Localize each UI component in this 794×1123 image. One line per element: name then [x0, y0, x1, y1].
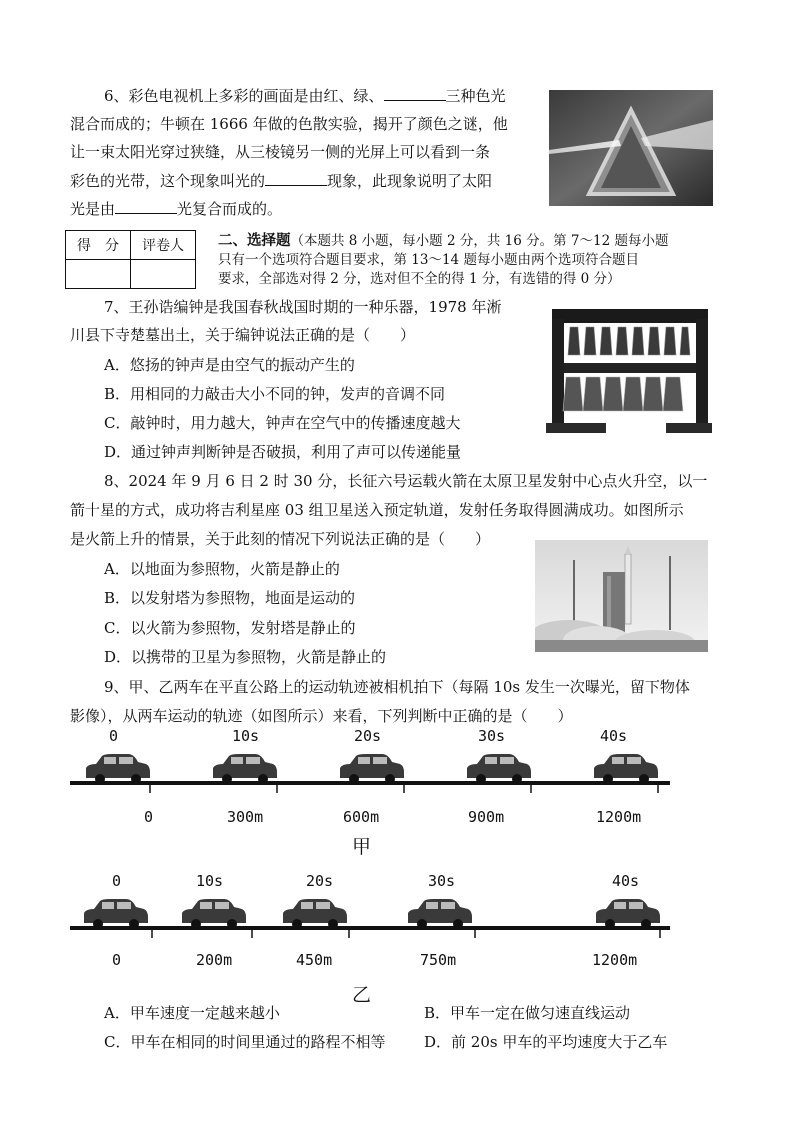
rocket-photo — [535, 540, 708, 652]
jia-track — [70, 748, 670, 798]
q7-line1: 7、王孙诰编钟是我国春秋战国时期的一种乐器，1978 年淅 — [104, 298, 502, 316]
yi-ticks — [152, 930, 660, 938]
yi-time-20s: 20s — [306, 872, 334, 890]
q8-line2: 箭十星的方式，成功将吉利星座 03 组卫星送入预定轨道，发射任务取得圆满成功。如图所示 — [70, 501, 684, 519]
car-icon — [84, 899, 148, 929]
score-header: 得 分 — [66, 231, 131, 260]
car-icon — [213, 754, 277, 784]
jia-time-10s: 10s — [232, 727, 260, 745]
car-icon — [86, 754, 150, 784]
yi-label: 乙 — [352, 984, 372, 1006]
q8-option-c[interactable]: C．以火箭为参照物，发射塔是静止的 — [104, 619, 356, 637]
q6-blank-3[interactable] — [115, 199, 177, 214]
q6-text: 彩色的光带，这个现象叫光的 — [70, 172, 266, 190]
jia-dist-600: 600m — [343, 808, 380, 826]
yi-road — [70, 926, 670, 930]
q6-text: 现象，此现象说明了太阳 — [327, 172, 493, 190]
q7-option-d[interactable]: D．通过钟声判断钟是否破损，利用了声可以传递能量 — [104, 443, 462, 461]
car-icon — [467, 754, 531, 784]
q6-line3: 让一束太阳光穿过狭缝，从三棱镜另一侧的光屏上可以看到一条 — [70, 143, 491, 161]
section2-line3: 要求，全部选对得 2 分，选对但不全的得 1 分，有选错的得 0 分） — [218, 271, 621, 287]
q9-line2: 影像），从两车运动的轨迹（如图所示）来看，下列判断中正确的是（ ） — [70, 707, 573, 725]
q9-line1: 9、甲、乙两车在平直公路上的运动轨迹被相机拍下（每隔 10s 发生一次曝光，留下物体 — [104, 678, 690, 696]
q6-text: 光复合而成的。 — [177, 200, 283, 218]
yi-time-40s: 40s — [612, 872, 640, 890]
q6-text: 三种色光 — [445, 87, 506, 105]
yi-dist-200: 200m — [196, 951, 233, 969]
jia-time-40s: 40s — [600, 727, 628, 745]
jia-dist-0: 0 — [144, 808, 154, 826]
car-icon — [182, 899, 246, 929]
yi-dist-1200: 1200m — [592, 951, 638, 969]
section2-title: 二、选择题 — [218, 233, 291, 249]
bells-photo — [546, 305, 712, 437]
q9-option-d[interactable]: D．前 20s 甲车的平均速度大于乙车 — [424, 1033, 668, 1051]
section2-desc: （本题共 8 小题，每小题 2 分，共 16 分。第 7～12 题每小题 — [290, 233, 669, 249]
yi-cars — [84, 899, 660, 929]
jia-road — [70, 781, 670, 785]
q8-line1: 8、2024 年 9 月 6 日 2 时 30 分，长征六号运载火箭在太原卫星发射中心点火升空，以一 — [104, 472, 708, 490]
yi-time-0: 0 — [112, 872, 122, 890]
q9-option-a[interactable]: A．甲车速度一定越来越小 — [104, 1004, 280, 1022]
q6-line4 — [70, 171, 492, 191]
score-table — [65, 230, 196, 289]
yi-time-30s: 30s — [428, 872, 456, 890]
section2-line2: 只有一个选项符合题目要求，第 13～14 题每小题由两个选项符合题目 — [218, 252, 639, 268]
car-icon — [596, 899, 660, 929]
jia-time-20s: 20s — [354, 727, 382, 745]
q6-text: 6、彩色电视机上多彩的画面是由红、绿、 — [104, 87, 384, 105]
q6-line2: 混合而成的；牛顿在 1666 年做的色散实验，揭开了颜色之谜，他 — [70, 115, 508, 133]
q6-blank-1[interactable] — [384, 86, 446, 101]
q8-option-a[interactable]: A．以地面为参照物，火箭是静止的 — [104, 560, 340, 578]
q8-option-d[interactable]: D．以携带的卫星为参照物，火箭是静止的 — [104, 648, 387, 666]
jia-dist-900: 900m — [468, 808, 505, 826]
jia-dist-1200: 1200m — [596, 808, 642, 826]
prism-photo — [549, 90, 713, 206]
jia-time-0: 0 — [109, 727, 119, 745]
yi-time-10s: 10s — [196, 872, 224, 890]
car-icon — [408, 899, 472, 929]
car-icon — [340, 754, 404, 784]
q7-option-a[interactable]: A．悠扬的钟声是由空气的振动产生的 — [104, 356, 355, 374]
yi-track — [70, 893, 670, 943]
grader-cell[interactable] — [131, 260, 196, 289]
yi-dist-750: 750m — [420, 951, 457, 969]
jia-time-30s: 30s — [478, 727, 506, 745]
jia-dist-300: 300m — [227, 808, 264, 826]
yi-dist-0: 0 — [112, 951, 122, 969]
q6-line1 — [104, 86, 506, 106]
q7-option-b[interactable]: B．用相同的力敲击大小不同的钟，发声的音调不同 — [104, 385, 446, 403]
jia-ticks — [150, 785, 658, 793]
q6-text: 光是由 — [70, 200, 116, 218]
car-icon — [283, 899, 347, 929]
q7-line2: 川县下寺楚墓出土，关于编钟说法正确的是（ ） — [70, 326, 416, 344]
score-cell[interactable] — [66, 260, 131, 289]
q7-option-c[interactable]: C．敲钟时，用力越大，钟声在空气中的传播速度越大 — [104, 414, 461, 432]
yi-dist-450: 450m — [296, 951, 333, 969]
car-icon — [594, 754, 658, 784]
jia-label: 甲 — [352, 836, 372, 858]
q6-blank-2[interactable] — [265, 171, 327, 186]
q9-option-b[interactable]: B．甲车一定在做匀速直线运动 — [424, 1004, 631, 1022]
q8-option-b[interactable]: B．以发射塔为参照物，地面是运动的 — [104, 589, 356, 607]
q6-line5 — [70, 199, 282, 219]
q8-line3: 是火箭上升的情景，关于此刻的情况下列说法正确的是（ ） — [70, 530, 491, 548]
grader-header: 评卷人 — [131, 231, 196, 260]
jia-cars — [86, 754, 658, 784]
q9-option-c[interactable]: C．甲车在相同的时间里通过的路程不相等 — [104, 1033, 386, 1051]
section2-line1 — [218, 232, 668, 251]
